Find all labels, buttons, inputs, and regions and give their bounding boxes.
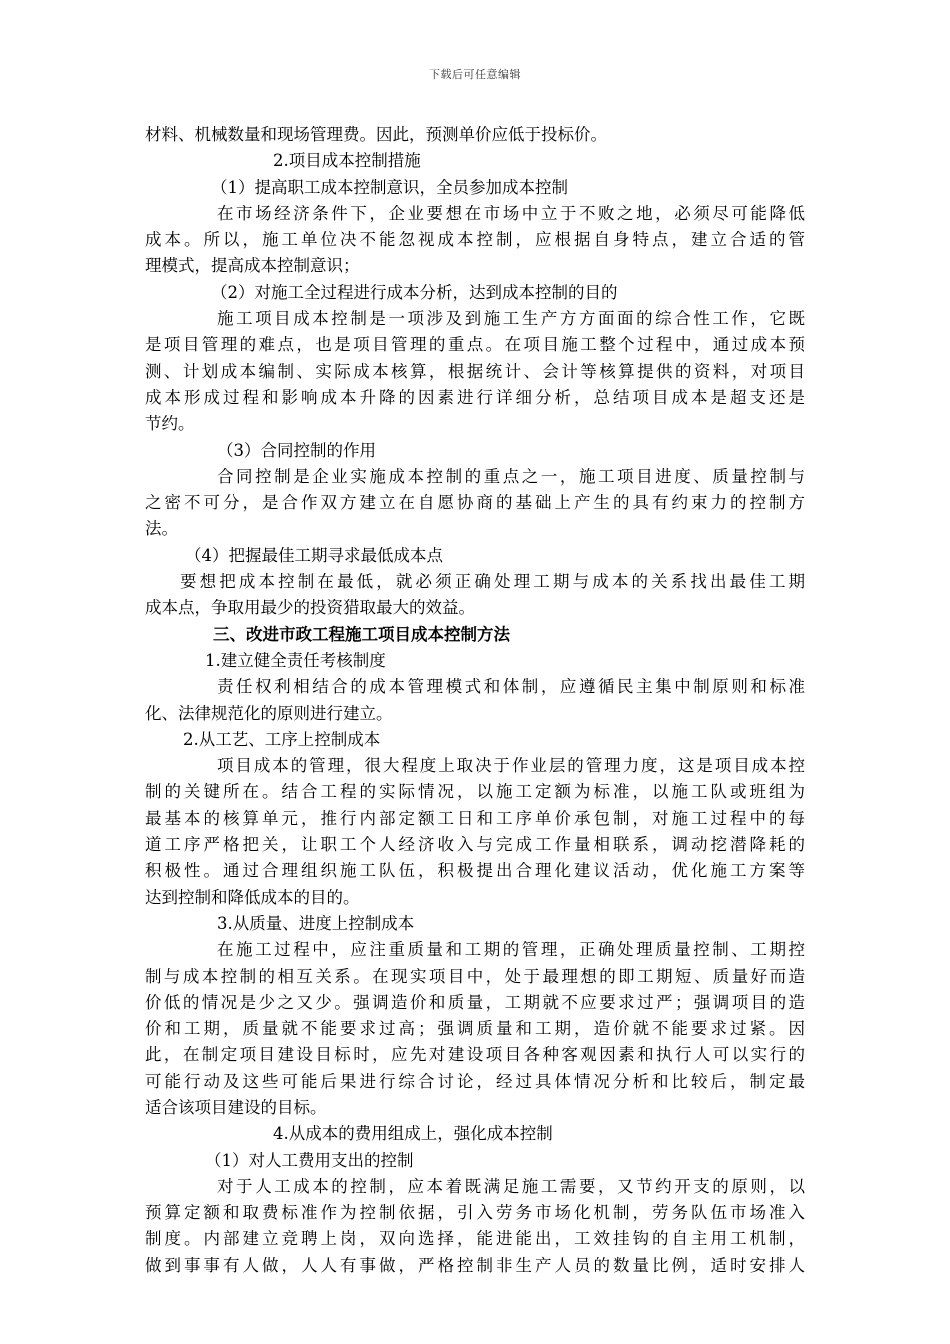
- paragraph-line: 道工序严格把关，让职工个人经济收入与完成工作量相联系，调动挖潜降耗的: [145, 835, 805, 855]
- paragraph-line: 做到事事有人做，人人有事做，严格控制非生产人员的数量比例，适时安排人: [145, 1255, 805, 1275]
- paragraph-line: 是项目管理的难点，也是项目管理的重点。在项目施工整个过程中，通过成本预: [145, 335, 805, 355]
- paragraph-line: 制的关键所在。结合工程的实际情况，以施工定额为标准，以施工队或班组为: [145, 782, 805, 802]
- paragraph-line: 适合该项目建设的目标。: [145, 1097, 327, 1117]
- section-heading: 4.从成本的费用组成上，强化成本控制: [273, 1124, 553, 1144]
- subsection-heading: （2）对施工全过程进行成本分析，达到成本控制的目的: [211, 282, 618, 302]
- paragraph-line: 之密不可分，是合作双方建立在自愿协商的基础上产生的具有约束力的控制方: [145, 493, 805, 513]
- paragraph-line: 施工项目成本控制是一项涉及到施工生产方方面面的综合性工作，它既: [217, 309, 805, 329]
- paragraph-line: 成本形成过程和影响成本升降的因素进行详细分析，总结项目成本是超支还是: [145, 387, 805, 407]
- paragraph-line: 达到控制和降低成本的目的。: [145, 887, 360, 907]
- paragraph-line: 化、法律规范化的原则进行建立。: [145, 703, 393, 723]
- paragraph-line: 责任权利相结合的成本管理模式和体制，应遵循民主集中制原则和标准: [217, 677, 805, 697]
- paragraph-line: 预算定额和取费标准作为控制依据，引入劳务市场化机制，劳务队伍市场准入: [145, 1203, 805, 1223]
- paragraph-line: 价低的情况是少之又少。强调造价和质量，工期就不应要求过严；强调项目的造: [145, 992, 805, 1012]
- paragraph-line: 价和工期，质量就不能要求过高；强调质量和工期，造价就不能要求过紧。因: [145, 1019, 805, 1039]
- body-line: 材料、机械数量和现场管理费。因此，预测单价应低于投标价。: [145, 125, 607, 144]
- paragraph-line: 对于人工成本的控制，应本着既满足施工需要，又节约开支的原则，以: [217, 1176, 805, 1196]
- paragraph-line: 最基本的核算单元，推行内部定额工日和工序单价承包制，对施工过程中的每: [145, 808, 805, 828]
- page-header-note: 下载后可任意编辑: [429, 68, 521, 81]
- paragraph-line: 积极性。通过合理组织施工队伍，积极提出合理化建议活动，优化施工方案等: [145, 861, 805, 881]
- paragraph-line: 合同控制是企业实施成本控制的重点之一，施工项目进度、质量控制与: [217, 466, 805, 486]
- subsection-heading: （1）提高职工成本控制意识，全员参加成本控制: [211, 177, 568, 197]
- paragraph-line: 此，在制定项目建设目标时，应先对建设项目各种客观因素和执行人可以实行的: [145, 1045, 805, 1065]
- paragraph-line: 制与成本控制的相互关系。在现实项目中，处于最理想的即工期短、质量好而造: [145, 966, 805, 986]
- paragraph-line: 成本。所以，施工单位决不能忽视成本控制，应根据自身特点，建立合适的管: [145, 230, 805, 250]
- paragraph-line: 制度。内部建立竞聘上岗，双向选择，能进能出，工效挂钩的自主用工机制，: [145, 1229, 805, 1249]
- document-body: [145, 122, 805, 1279]
- chapter-heading: 三、改进市政工程施工项目成本控制方法: [213, 624, 510, 644]
- paragraph-line: 成本点，争取用最少的投资猎取最大的效益。: [145, 598, 475, 618]
- paragraph-line: 项目成本的管理，很大程度上取决于作业层的管理力度，这是项目成本控: [217, 756, 805, 776]
- subsection-heading: （1）对人工费用支出的控制: [205, 1150, 414, 1170]
- section-heading: 3.从质量、进度上控制成本: [217, 913, 415, 933]
- section-heading: 1.建立健全责任考核制度: [205, 650, 386, 670]
- subsection-heading: （4）把握最佳工期寻求最低成本点: [185, 545, 443, 565]
- paragraph-line: 理模式，提高成本控制意识；: [145, 256, 360, 276]
- subsection-heading: （3）合同控制的作用: [217, 440, 376, 460]
- paragraph-line: 要想把成本控制在最低，就必须正确处理工期与成本的关系找出最佳工期: [180, 572, 805, 592]
- paragraph-line: 节约。: [145, 414, 195, 434]
- section-heading: 2.从工艺、工序上控制成本: [183, 729, 381, 749]
- section-heading: 2.项目成本控制措施: [273, 151, 421, 171]
- paragraph-line: 法。: [145, 519, 178, 539]
- paragraph-line: 可能行动及这些可能后果进行综合讨论，经过具体情况分析和比较后，制定最: [145, 1071, 805, 1091]
- paragraph-line: 测、计划成本编制、实际成本核算，根据统计、会计等核算提供的资料，对项目: [145, 361, 805, 381]
- paragraph-line: 在施工过程中，应注重质量和工期的管理，正确处理质量控制、工期控: [217, 940, 805, 960]
- paragraph-line: 在市场经济条件下，企业要想在市场中立于不败之地，必须尽可能降低: [217, 203, 805, 223]
